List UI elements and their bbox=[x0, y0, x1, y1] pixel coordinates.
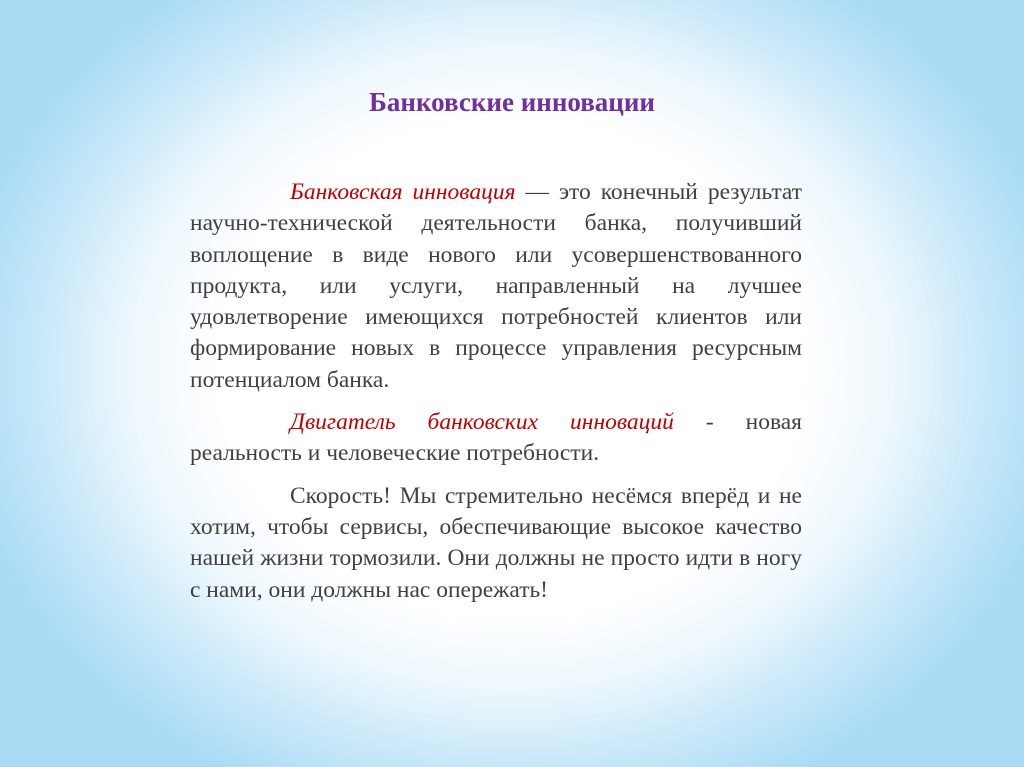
term-innovation-driver: Двигатель банковских инноваций bbox=[290, 409, 674, 436]
slide-title: Банковские инновации bbox=[369, 87, 655, 117]
speed-text: Скорость! Мы стремительно несёмся вперёд и не хотим, чтобы сервисы, обеспечивающие высокое качество нашей жизни тормозили. Они должны не просто идти в ногу с нами, они должны нас опережать! bbox=[190, 482, 802, 603]
paragraph-driver bbox=[190, 407, 802, 470]
paragraph-definition bbox=[190, 177, 802, 396]
driver-text: - новая реальность и человеческие потребности. bbox=[190, 409, 802, 467]
slide-body bbox=[190, 177, 802, 617]
term-bank-innovation: Банковская инновация bbox=[290, 179, 516, 205]
definition-text: — это конечный результат научно-технической деятельности банка, получивший воплощение в виде нового или усовершенствованного продукта, или услуги, направленный на лучшее удовлетворение имеющихся потребностей клиентов или формирование новых в процессе управления ресурсным потенциалом банка. bbox=[190, 179, 802, 393]
paragraph-speed bbox=[190, 481, 802, 606]
